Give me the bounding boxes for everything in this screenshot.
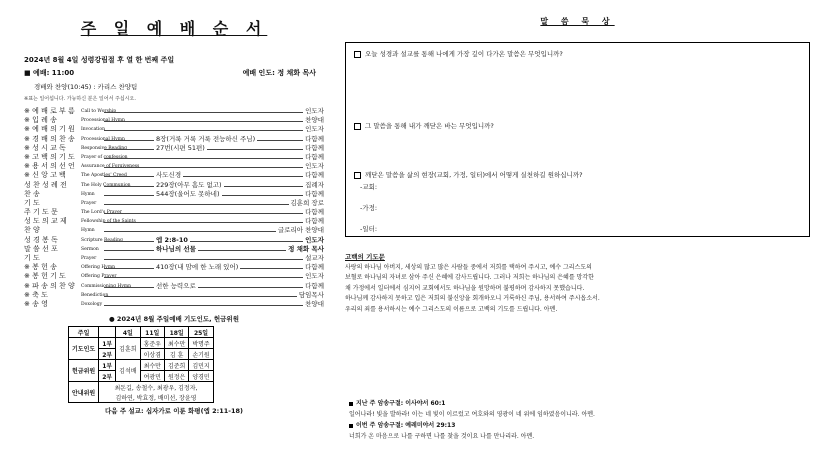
confession-line: 사랑의 하나님 아버지, 세상의 많고 많은 사람들 중에서 저희를 택하여 주시고, 예수 그리스도의	[345, 264, 592, 271]
order-item	[24, 199, 324, 208]
order-item-leader: 인도자	[305, 162, 324, 171]
order-item-english: Invocation	[81, 127, 105, 133]
order-item-english: Benediction	[81, 292, 109, 298]
table-row	[69, 338, 214, 349]
leader-line	[104, 241, 312, 242]
order-item-leader: 다함께	[305, 152, 324, 161]
order-item	[24, 272, 324, 281]
leader-line	[104, 149, 312, 150]
table-cell: 2부	[99, 371, 116, 382]
order-item-english: Processional Hymn	[81, 118, 125, 124]
question-1	[354, 49, 563, 58]
order-item-detail: 8장(거룩 거룩 거룩 전능하신 주님)	[156, 134, 256, 143]
table-header-cell: 11일	[140, 327, 164, 338]
order-item-name: 찬 송	[24, 189, 40, 198]
checkbox-icon	[354, 172, 361, 179]
verse-label: 이번 주 암송구절: 예레미야서 29:13	[356, 422, 456, 429]
order-item-detail: 229장(아무 흠도 없고)	[156, 180, 222, 189]
worship-title: 주 일 예 배 순 서	[80, 19, 268, 38]
table-cell: 2부	[99, 349, 116, 360]
order-item-name: ※ 신 앙 고 백	[24, 171, 66, 180]
order-item-english: Sermon	[81, 246, 99, 252]
table-cell: 최수만	[164, 338, 188, 349]
table-cell: 김준희	[164, 360, 188, 371]
order-item-english: The Apostles' Creed	[81, 173, 127, 179]
sub-home: -가정:	[360, 204, 378, 212]
order-item-leader: 인도자	[305, 107, 324, 115]
verse-text: 일어나라! 빛을 발하라! 이는 네 빛이 이르렀고 여호와의 영광이 네 위에 임하였음이니라. 아멘.	[349, 411, 595, 418]
meditation-box	[345, 42, 810, 237]
order-item-leader: 설교자	[305, 254, 324, 262]
table-header-cell: 25일	[189, 327, 213, 338]
confession-line: 우리의 죄를 용서하시는 예수 그리스도의 이름으로 고백의 기도를 드립니다. 아멘.	[345, 305, 558, 313]
order-item-name: ※ 예 배 로 부 름	[24, 107, 75, 115]
order-item	[24, 181, 324, 190]
verse-text: 너희가 온 마음으로 나를 구하면 나를 찾을 것이요 나를 만나리라. 아멘.	[349, 433, 535, 440]
table-cell: 최수만	[140, 360, 164, 371]
order-item-leader: 다함께	[305, 143, 324, 152]
leader-line	[104, 222, 312, 223]
order-item-name: 성 도 의 교 제	[24, 217, 67, 226]
order-item	[24, 282, 324, 291]
order-item-english: Doxology	[81, 301, 103, 307]
table-cell: 손기원	[189, 349, 213, 360]
time-leader-row	[24, 68, 316, 78]
leader-line	[104, 259, 312, 260]
order-item-english: Responsive Reading	[81, 145, 128, 151]
duty-table-title: ● 2024년 8월 주일예배 기도인도, 헌금위원	[109, 315, 239, 324]
order-item	[24, 125, 324, 134]
order-item-leader: 인도자	[305, 125, 324, 134]
order-item	[24, 263, 324, 272]
order-item-leader: 찬양대	[305, 116, 324, 125]
table-cell: 홍준우	[140, 338, 164, 349]
order-item-leader: 찬양대	[305, 299, 324, 308]
order-item	[24, 300, 324, 309]
order-item	[24, 190, 324, 199]
order-item-leader: 다함께	[305, 134, 324, 143]
leader-line	[104, 296, 312, 297]
order-item-english: Fellowship of the Saints	[81, 219, 136, 225]
order-item-leader: 다함께	[305, 189, 324, 198]
last-week-verse	[349, 398, 595, 418]
order-item-name: ※ 송 영	[24, 299, 48, 308]
order-item-english: Hymn	[81, 228, 95, 234]
leader-line	[104, 130, 312, 131]
order-item-name: 성 경 봉 독	[24, 235, 58, 244]
order-item	[24, 171, 324, 180]
order-item-name: ※ 봉 헌 기 도	[24, 272, 66, 281]
order-item-leader: 다함께	[305, 171, 324, 180]
order-item-name: 말 씀 선 포	[24, 244, 58, 253]
order-item-name: 기 도	[24, 198, 40, 207]
order-item-detail: 엡 2:8-10	[156, 235, 188, 244]
order-item-name: ※ 경 배 의 찬 송	[24, 134, 75, 143]
table-cell: 여광민	[140, 371, 164, 382]
table-row	[69, 382, 214, 393]
order-item-name: ※ 성 시 교 독	[24, 143, 66, 152]
table-header-cell: 4일	[116, 327, 140, 338]
order-item-name: ※ 예 배 의 기 원	[24, 125, 75, 134]
order-item-detail: 410장(내 맘에 한 노래 있어)	[156, 263, 239, 272]
confession-text	[345, 263, 805, 315]
order-item	[24, 135, 324, 144]
table-cell: 이상겸	[140, 349, 164, 360]
bullet-icon	[349, 402, 353, 406]
table-cell: 1부	[99, 360, 116, 371]
leader-line	[104, 277, 312, 278]
confession-title: 고백의 기도문	[345, 253, 385, 261]
order-item-english: Offering Prayer	[81, 274, 117, 280]
question-text: 오늘 성경과 설교를 통해 나에게 가장 깊이 다가온 말씀은 무엇입니까?	[365, 50, 563, 58]
order-item	[24, 116, 324, 125]
order-item	[24, 107, 324, 116]
table-cell: 최돈길, 송철수, 최광우, 김정자,	[99, 382, 214, 393]
leader-line	[104, 176, 312, 177]
table-cell: 김 훈	[164, 349, 188, 360]
sub-church: -교회:	[360, 183, 378, 191]
order-item-english: Hymn	[81, 191, 95, 197]
order-item-leader: 집례자	[305, 180, 324, 189]
order-item	[24, 226, 324, 235]
leader-line	[104, 204, 312, 205]
table-cell: 원정은	[164, 371, 188, 382]
order-item-english: The Holy Communion	[81, 182, 131, 188]
confession-line: 보혈로 하나님의 자녀로 삼아 주신 은혜에 감사드립니다. 그러나 저희는 하나님의 은혜를 망각한	[345, 274, 594, 282]
order-item-english: Prayer	[81, 256, 97, 261]
order-item-detail: 544장(울어도 못하네)	[156, 189, 220, 198]
order-item-english: Offering Hymn	[81, 265, 115, 271]
question-3	[354, 170, 583, 179]
sub-work: -일터:	[360, 225, 378, 233]
date-line: 2024년 8월 4일 성령강림절 후 열 한 번째 주일	[24, 56, 175, 64]
order-item-name: ※ 봉 헌 송	[24, 263, 57, 272]
bullet-icon	[349, 424, 353, 428]
order-item-english: Call to Worship	[81, 109, 117, 114]
table-row	[69, 327, 214, 338]
table-header-cell: 주일	[69, 327, 99, 338]
order-item-leader: 다함께	[305, 263, 324, 272]
praise-line: 경배와 찬양(10:45) : 카리스 찬양팀	[34, 83, 138, 91]
order-item	[24, 254, 324, 263]
order-item-english: Prayer	[81, 200, 97, 206]
order-item	[24, 162, 324, 171]
confession-line: 채 가정에서 일터에서 심지어 교회에서도 하나님을 원망하며 불평하며 감사하지 못했습니다.	[345, 284, 585, 292]
order-item-name: 기 도	[24, 254, 40, 262]
order-item-name: ※ 파 송 의 찬 양	[24, 281, 75, 290]
order-item	[24, 153, 324, 162]
order-item	[24, 291, 324, 300]
order-item-english: Processional Hymn	[81, 136, 125, 142]
order-item-detail: 하나님의 선물	[156, 244, 196, 253]
table-row	[69, 360, 214, 371]
order-item-leader: 인도자	[305, 235, 324, 244]
order-item	[24, 245, 324, 254]
checkbox-icon	[354, 123, 361, 130]
table-cell: 양경민	[189, 371, 213, 382]
meditation-section	[345, 16, 810, 315]
leader-line	[104, 287, 312, 288]
offering-label: 헌금위원	[69, 360, 99, 382]
table-cell: 김훈희	[116, 338, 140, 360]
table-cell: 박명주	[189, 338, 213, 349]
leader-line	[104, 250, 312, 251]
leader-line	[104, 305, 312, 306]
verse-label: 지난 주 암송구절: 이사야서 60:1	[356, 400, 446, 407]
worship-order-section	[24, 16, 324, 415]
order-item-leader: 인도자	[305, 272, 324, 281]
order-item-name: 주 기 도 문	[24, 208, 58, 217]
order-item-leader: 정 채화 목사	[288, 244, 324, 253]
this-week-verse	[349, 420, 534, 440]
order-item-detail: 선한 능력으로	[156, 281, 196, 290]
question-text: 그 말씀을 통해 내가 깨닫은 바는 무엇입니까?	[365, 122, 494, 130]
meditation-title: 말 씀 묵 상	[540, 17, 615, 26]
checkbox-icon	[354, 51, 361, 58]
order-item-english: Prayer of confession	[81, 154, 128, 160]
order-item	[24, 144, 324, 153]
next-sermon: 다음 주 설교: 십자가로 이룬 화평(엡 2:11-18)	[105, 407, 243, 416]
order-item-name: ※ 입 례 송	[24, 116, 57, 125]
question-2	[354, 121, 494, 130]
table-cell: 김민지	[189, 360, 213, 371]
table-cell: 김석배	[116, 360, 140, 382]
leader-line	[104, 167, 312, 168]
duty-table	[68, 326, 214, 403]
order-item-name: 성 찬 성 례 전	[24, 180, 67, 189]
order-item-english: Scripture Reading	[81, 237, 123, 243]
order-item-leader: 다함께	[305, 208, 324, 217]
leader-line	[104, 158, 312, 159]
order-item-leader: 김훈희 장로	[290, 198, 324, 207]
table-cell: 김하연, 박효정, 배미선, 장윤영	[99, 392, 214, 403]
order-item-name: 찬 양	[24, 226, 40, 235]
order-item-english: Commissioning Hymn	[81, 283, 132, 289]
order-item-leader: 다함께	[305, 217, 324, 226]
worship-time: ■ 예배: 11:00	[24, 69, 75, 77]
question-text: 깨닫은 말씀을 삶의 현장(교회, 가정, 일터)에서 어떻게 실천하길 원하십니까?	[365, 171, 583, 179]
leader-line	[104, 213, 312, 214]
prayer-label: 기도인도	[69, 338, 99, 360]
order-item-name: ※ 축 도	[24, 290, 48, 299]
worship-leader: 예배 인도: 정 채화 목사	[242, 69, 316, 77]
order-item-name: ※ 용 서 의 선 언	[24, 162, 75, 171]
order-item-detail: 사도신경	[156, 171, 182, 180]
order-item	[24, 236, 324, 245]
order-list	[24, 107, 324, 309]
order-item-leader: 다함께	[305, 281, 324, 290]
leader-line	[104, 121, 312, 122]
order-item-leader: 담임목사	[298, 290, 324, 299]
standing-note: ※표는 일어섭니다. 가능하신 분은 일어서 주십시오.	[24, 96, 136, 102]
order-item-detail: 27번(시편 51편)	[156, 143, 205, 152]
leader-line	[104, 112, 312, 113]
confession-line: 하나님께 감사하지 못하고 입은 저희의 불신앙을 회개하오니 거룩하신 주님, 용서하여 주시옵소서.	[345, 295, 600, 303]
order-item-english: Assurance of Forgiveness	[81, 164, 140, 170]
order-item-name: ※ 고 백 의 기 도	[24, 152, 75, 161]
order-item	[24, 208, 324, 217]
table-header-cell: 18일	[164, 327, 188, 338]
order-item-leader: 글로리아 찬양대	[277, 226, 324, 235]
table-header-cell	[99, 327, 116, 338]
order-item-english: The Lord's Prayer	[81, 210, 122, 216]
guide-label: 안내위원	[69, 382, 99, 403]
table-cell: 1부	[99, 338, 116, 349]
